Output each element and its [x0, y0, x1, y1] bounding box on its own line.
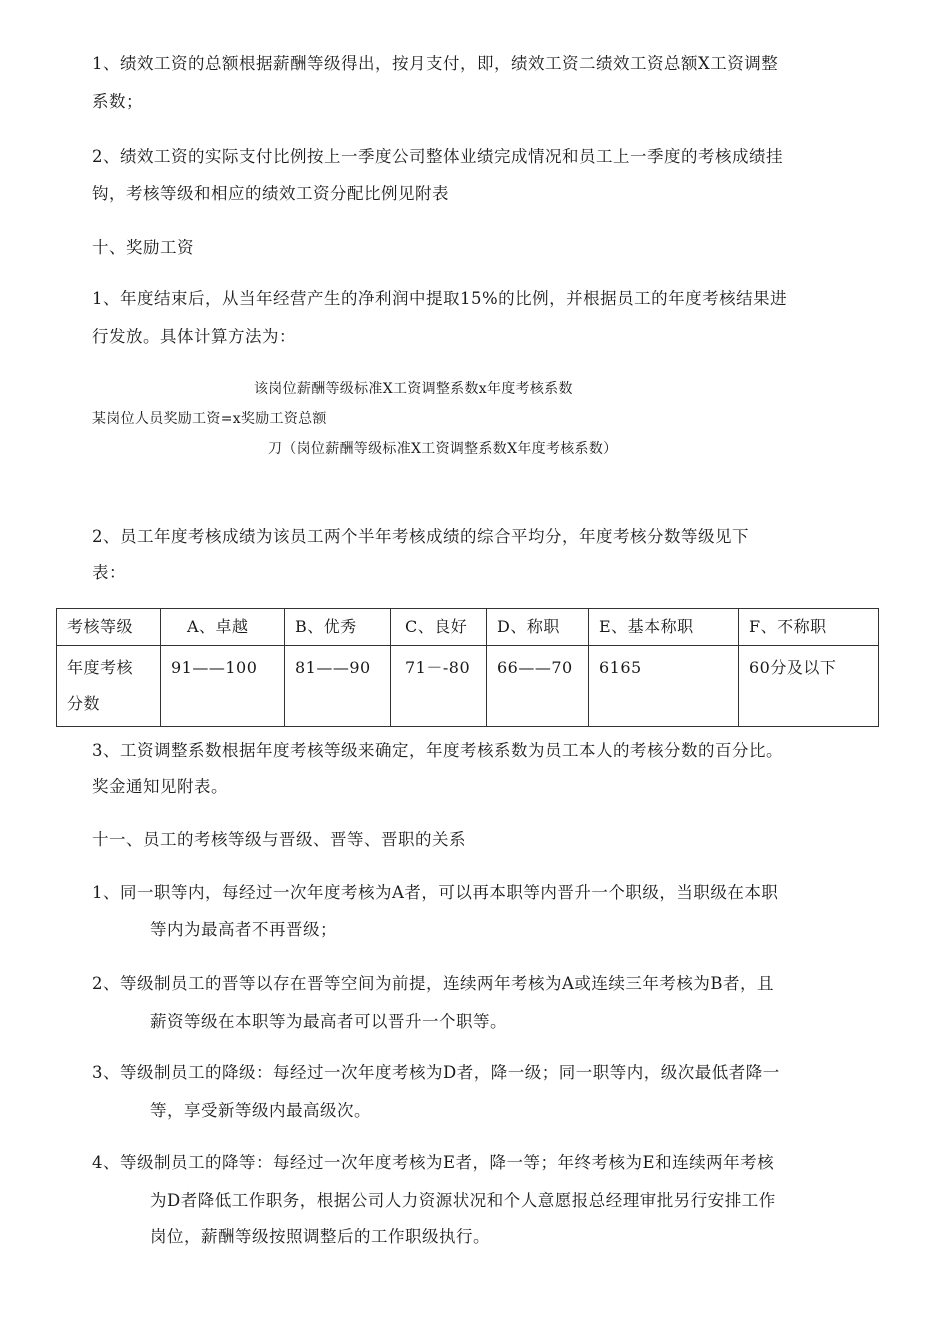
sec10-item3-line2: 奖金通知见附表。 [92, 777, 228, 796]
sec10-item1-line1: 1、年度结束后，从当年经营产生的净利润中提取15%的比例，并根据员工的年度考核结果进 [92, 289, 788, 308]
sec10-heading: 十、奖励工资 [92, 238, 194, 257]
sec11-item3-line2: 等，享受新等级内最高级次。 [150, 1101, 371, 1120]
table-cell: 66——70 [487, 646, 589, 727]
table-header-cell: A、卓越 [161, 609, 285, 646]
sec9-item2-line2: 钩，考核等级和相应的绩效工资分配比例见附表 [92, 184, 449, 203]
table-cell: 60分及以下 [739, 646, 879, 727]
table-header-cell: B、优秀 [285, 609, 391, 646]
row-label-line2: 分数 [67, 694, 101, 713]
sec9-item1-line1: 1、绩效工资的总额根据薪酬等级得出，按月支付，即，绩效工资二绩效工资总额X工资调整 [92, 54, 779, 73]
table-header-row [57, 609, 879, 646]
formula-denominator: 刀（岗位薪酬等级标准X工资调整系数X年度考核系数） [268, 441, 618, 457]
table-header-cell: E、基本称职 [589, 609, 739, 646]
sec11-item2-line1: 2、等级制员工的晋等以存在晋等空间为前提，连续两年考核为A或连续三年考核为B者，且 [92, 974, 775, 993]
sec10-item3-line1: 3、工资调整系数根据年度考核等级来确定，年度考核系数为员工本人的考核分数的百分比。 [92, 741, 783, 760]
sec10-item2-line1: 2、员工年度考核成绩为该员工两个半年考核成绩的综合平均分，年度考核分数等级见下 [92, 527, 749, 546]
sec9-item2-line1: 2、绩效工资的实际支付比例按上一季度公司整体业绩完成情况和员工上一季度的考核成绩挂 [92, 147, 783, 166]
formula-numerator: 该岗位薪酬等级标准X工资调整系数x年度考核系数 [254, 381, 573, 397]
sec11-item3-line1: 3、等级制员工的降级：每经过一次年度考核为D者，降一级；同一职等内，级次最低者降一 [92, 1063, 780, 1082]
sec9-item1-line2: 系数； [92, 92, 143, 111]
formula-left: 某岗位人员奖励工资=x奖励工资总额 [92, 411, 327, 427]
row-label-line1: 年度考核 [67, 658, 134, 677]
table-cell: 71－-80 [391, 646, 487, 727]
table-cell: 81——90 [285, 646, 391, 727]
table-header-cell: D、称职 [487, 609, 589, 646]
table-row-label [57, 646, 161, 727]
table-header-cell: 考核等级 [57, 609, 161, 646]
table-cell: 91——100 [161, 646, 285, 727]
sec11-item2-line2: 薪资等级在本职等为最高者可以晋升一个职等。 [150, 1012, 507, 1031]
table-header-cell: F、不称职 [739, 609, 879, 646]
sec11-item4-line1: 4、等级制员工的降等：每经过一次年度考核为E者，降一等；年终考核为E和连续两年考核 [92, 1153, 775, 1172]
grade-table [56, 608, 879, 727]
table-row [57, 646, 879, 727]
sec10-item1-line2: 行发放。具体计算方法为： [92, 327, 296, 346]
sec11-heading: 十一、员工的考核等级与晋级、晋等、晋职的关系 [92, 830, 466, 849]
table-cell: 6165 [589, 646, 739, 727]
sec11-item4-line2: 为D者降低工作职务，根据公司人力资源状况和个人意愿报总经理审批另行安排工作 [150, 1191, 776, 1210]
sec11-item4-line3: 岗位，薪酬等级按照调整后的工作职级执行。 [150, 1227, 490, 1246]
table-header-cell: C、良好 [391, 609, 487, 646]
sec11-item1-line1: 1、同一职等内，每经过一次年度考核为A者，可以再本职等内晋升一个职级，当职级在本职 [92, 883, 779, 902]
sec10-item2-line2: 表： [92, 563, 126, 582]
sec11-item1-line2: 等内为最高者不再晋级； [150, 920, 337, 939]
